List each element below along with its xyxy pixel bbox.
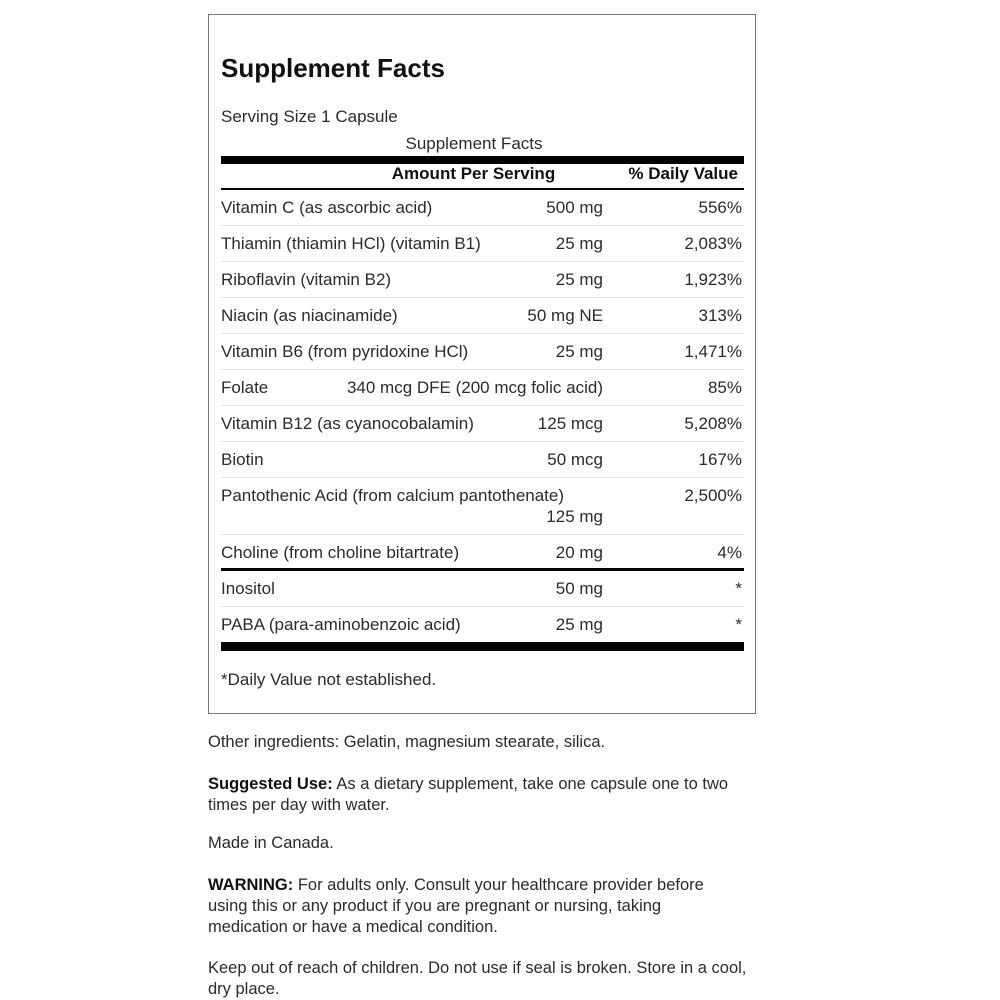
table-row [221,478,744,535]
panel-title: Supplement Facts [221,53,445,83]
nutrient-name: Riboflavin (vitamin B2) [221,270,392,289]
table-row [221,406,744,442]
nutrient-name: Pantothenic Acid (from calcium pantothenate) [221,486,565,505]
supplement-facts-panel [208,14,756,714]
nutrient-amount: 125 mg [546,507,603,526]
nutrient-amount: 50 mg [555,579,603,598]
nutrient-daily-value: 4% [717,543,742,562]
table-row [221,535,744,571]
nutrient-amount: 20 mg [555,543,603,562]
nutrient-name: Vitamin C (as ascorbic acid) [221,198,433,217]
nutrient-amount: 125 mcg [537,414,603,433]
table-row [221,607,744,643]
nutrient-daily-value: 313% [698,306,742,325]
nutrient-amount: 500 mg [546,198,603,217]
nutrient-name: Biotin [221,450,264,469]
nutrient-amount: 25 mg [555,270,603,289]
table-row [221,226,744,262]
panel-subtitle [209,134,755,154]
serving-size: Serving Size 1 Capsule [221,107,398,126]
thick-divider-bottom [221,642,744,651]
warning-text: For adults only. Consult your healthcare provider before using this or any product if you are pregnant or nursing, taking medication or have a medical condition. [208,876,704,936]
nutrient-name: Folate [221,378,269,397]
suggested-use [208,774,753,816]
nutrient-name: Thiamin (thiamin HCl) (vitamin B1) [221,234,481,253]
nutrient-daily-value: * [735,615,742,634]
nutrient-name: PABA (para-aminobenzoic acid) [221,615,461,634]
other-ingredients: Other ingredients: Gelatin, magnesium stearate, silica. [208,733,606,751]
warning-label: WARNING: [208,876,294,894]
table-header [221,164,744,188]
table-row [221,298,744,334]
header-amount: Amount Per Serving [391,164,556,183]
table-row [221,190,744,226]
footnote: *Daily Value not established. [221,670,437,689]
nutrient-daily-value: 1,471% [684,342,742,361]
nutrient-daily-value: 1,923% [684,270,742,289]
suggested-use-label: Suggested Use: [208,775,333,793]
nutrient-table [221,190,744,643]
nutrient-daily-value: 2,083% [684,234,742,253]
nutrient-daily-value: 2,500% [684,486,742,505]
nutrient-daily-value: 85% [707,378,742,397]
table-row [221,442,744,478]
nutrient-amount: 50 mg NE [527,306,603,325]
warning [208,875,738,938]
nutrient-amount: 340 mcg DFE (200 mcg folic acid) [346,378,603,397]
nutrient-daily-value: * [735,579,742,598]
origin: Made in Canada. [208,834,334,852]
table-row [221,370,744,406]
nutrient-amount: 50 mcg [547,450,603,469]
table-row [221,334,744,370]
nutrient-name: Choline (from choline bitartrate) [221,543,460,562]
table-row [221,262,744,298]
nutrient-daily-value: 167% [698,450,742,469]
header-daily-value: % Daily Value [628,164,738,183]
thick-divider [221,156,744,164]
nutrient-amount: 25 mg [555,234,603,253]
nutrient-name: Vitamin B12 (as cyanocobalamin) [221,414,474,433]
nutrient-name: Inositol [221,579,275,598]
nutrient-name: Vitamin B6 (from pyridoxine HCl) [221,342,469,361]
nutrient-name: Niacin (as niacinamide) [221,306,398,325]
nutrient-daily-value: 556% [698,198,742,217]
suggested-use-text: As a dietary supplement, take one capsule one to two times per day with water. [208,775,729,814]
nutrient-amount: 25 mg [555,615,603,634]
subtitle-text: Supplement Facts [405,134,543,153]
table-row [221,571,744,607]
nutrient-daily-value: 5,208% [684,414,742,433]
nutrient-amount: 25 mg [555,342,603,361]
storage-note: Keep out of reach of children. Do not use if seal is broken. Store in a cool, dry place. [208,959,747,998]
